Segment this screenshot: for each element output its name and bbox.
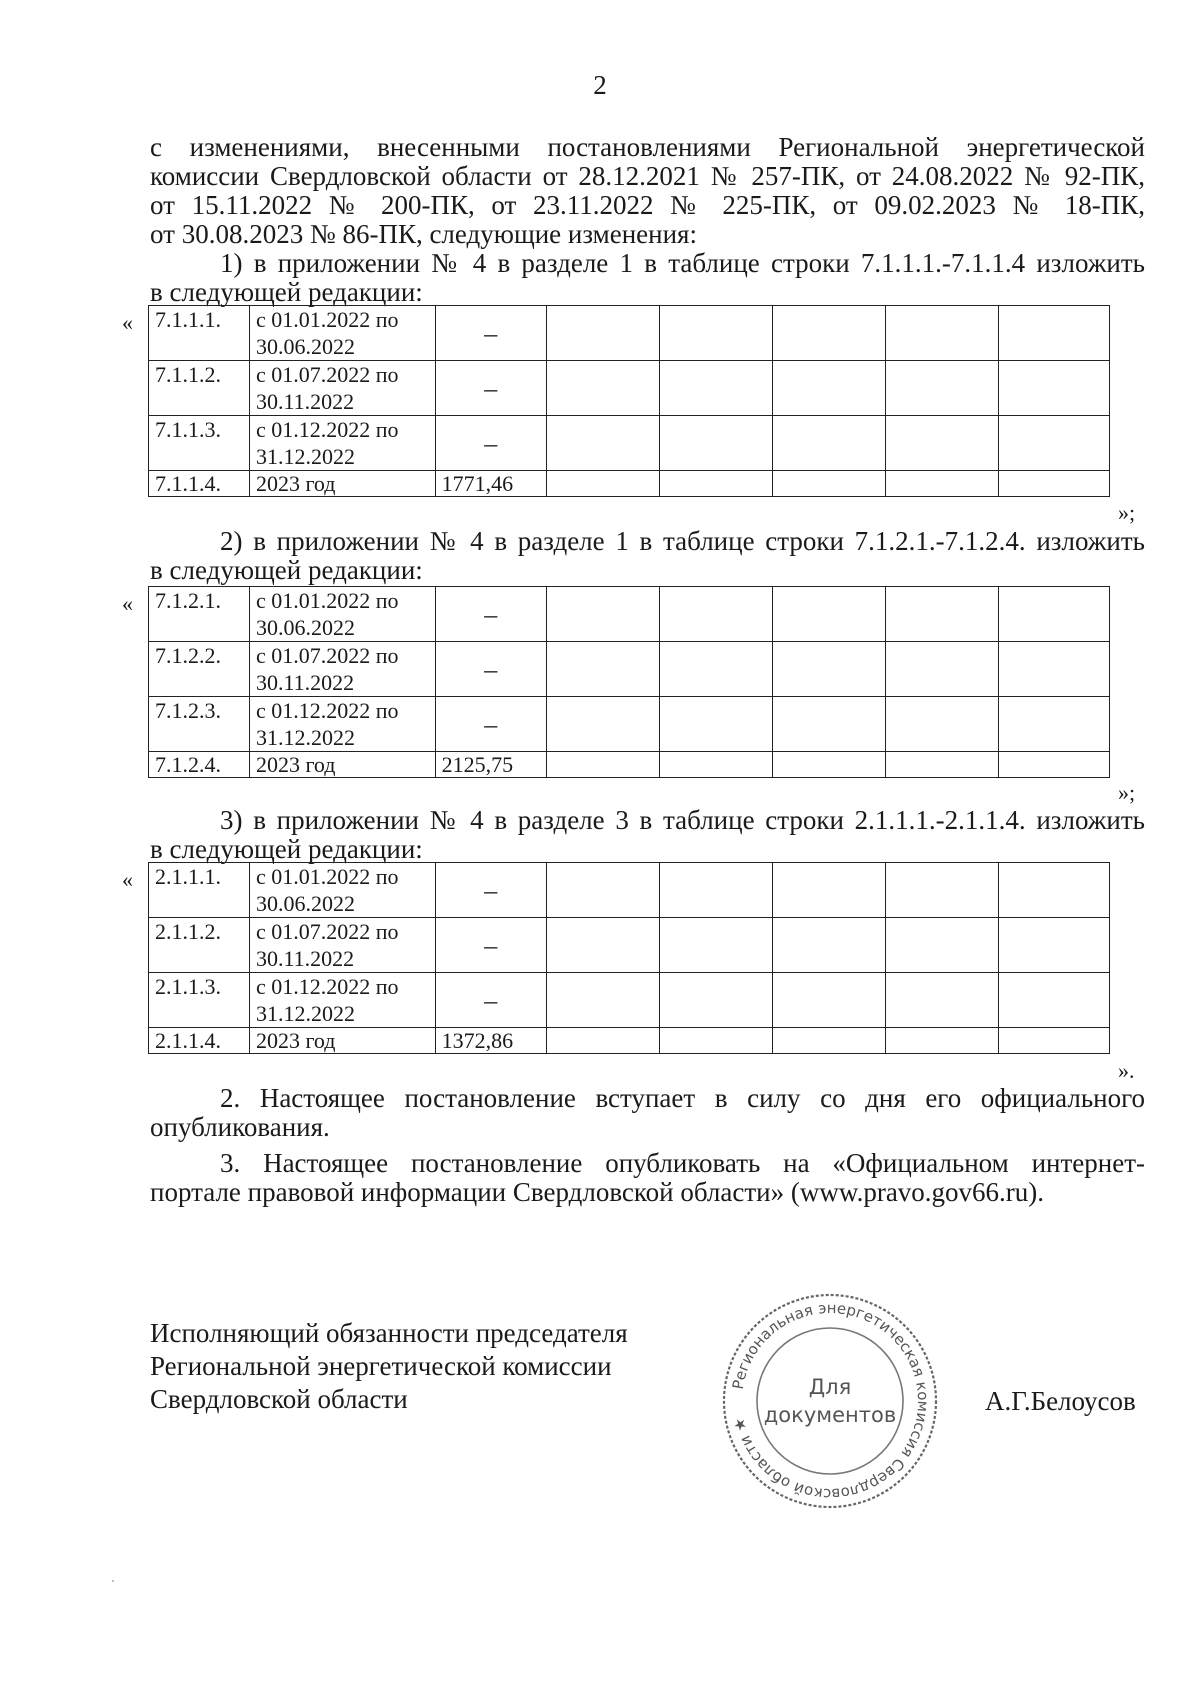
row-value: – bbox=[435, 587, 546, 642]
row-value: – bbox=[435, 306, 546, 361]
item-2-subheading: в следующей редакции: bbox=[150, 555, 423, 585]
clause-2-line: 2. Настоящее постановление вступает в силу со дня его официального bbox=[220, 1083, 1145, 1113]
official-stamp bbox=[715, 1286, 945, 1516]
amendment-table-3 bbox=[148, 862, 1110, 1054]
scan-artifact bbox=[112, 1580, 114, 1582]
row-code: 2.1.1.2. bbox=[149, 918, 250, 973]
row-value: 1771,46 bbox=[435, 471, 546, 497]
item-1-heading: 1) в приложении № 4 в разделе 1 в таблице строки 7.1.1.1.-7.1.1.4 изложить bbox=[220, 248, 1145, 278]
row-value: – bbox=[435, 642, 546, 697]
stamp-ring-text: Региональная энергетическая комиссия Свердловской области ★ bbox=[728, 1298, 933, 1504]
intro-line: комиссии Свердловской области от 28.12.2021 № 257-ПК, от 24.08.2022 № 92-ПК, bbox=[150, 161, 1145, 191]
item-1-subheading: в следующей редакции: bbox=[150, 277, 423, 307]
row-code: 7.1.2.4. bbox=[149, 752, 250, 778]
intro-line: от 30.08.2023 № 86-ПК, следующие изменения: bbox=[150, 219, 697, 249]
row-value: – bbox=[435, 697, 546, 752]
row-period: 2023 год bbox=[249, 752, 435, 778]
signer-name: А.Г.Белоусов bbox=[985, 1386, 1136, 1416]
table-row bbox=[149, 1028, 1110, 1054]
row-period: 2023 год bbox=[249, 1028, 435, 1054]
item-3-subheading: в следующей редакции: bbox=[150, 834, 423, 864]
close-quote: ». bbox=[1118, 1058, 1135, 1083]
table-row bbox=[149, 642, 1110, 697]
row-code: 2.1.1.4. bbox=[149, 1028, 250, 1054]
table-row bbox=[149, 863, 1110, 918]
close-quote: »; bbox=[1118, 780, 1136, 805]
intro-line: с изменениями, внесенными постановлениями Региональной энергетической bbox=[150, 132, 1145, 162]
row-code: 7.1.1.1. bbox=[149, 306, 250, 361]
table-row bbox=[149, 973, 1110, 1028]
row-value: – bbox=[435, 361, 546, 416]
row-period: с 01.01.2022 по 30.06.2022 bbox=[249, 587, 435, 642]
table-row bbox=[149, 918, 1110, 973]
row-code: 7.1.2.3. bbox=[149, 697, 250, 752]
stamp-center-text: документов bbox=[763, 1403, 897, 1427]
row-value: – bbox=[435, 973, 546, 1028]
row-value: – bbox=[435, 918, 546, 973]
row-code: 7.1.1.4. bbox=[149, 471, 250, 497]
amendment-table-1 bbox=[148, 305, 1110, 497]
signatory-title-line: Региональной энергетической комиссии bbox=[150, 1351, 612, 1381]
table-row bbox=[149, 471, 1110, 497]
open-quote: « bbox=[122, 310, 133, 335]
row-period: с 01.01.2022 по 30.06.2022 bbox=[249, 306, 435, 361]
table-row bbox=[149, 416, 1110, 471]
row-value: – bbox=[435, 863, 546, 918]
row-code: 7.1.1.2. bbox=[149, 361, 250, 416]
table-row bbox=[149, 697, 1110, 752]
table-row bbox=[149, 587, 1110, 642]
row-period: с 01.01.2022 по 30.06.2022 bbox=[249, 863, 435, 918]
amendment-table-2 bbox=[148, 586, 1110, 778]
stamp-center-text: Для bbox=[808, 1375, 852, 1399]
intro-line: от 15.11.2022 № 200-ПК, от 23.11.2022 № 225-ПК, от 09.02.2023 № 18-ПК, bbox=[150, 190, 1145, 220]
signatory-title-line: Свердловской области bbox=[150, 1384, 408, 1414]
row-value: 1372,86 bbox=[435, 1028, 546, 1054]
row-code: 2.1.1.1. bbox=[149, 863, 250, 918]
row-period: с 01.07.2022 по 30.11.2022 bbox=[249, 918, 435, 973]
item-2-heading: 2) в приложении № 4 в разделе 1 в таблице строки 7.1.2.1.-7.1.2.4. изложить bbox=[220, 526, 1145, 556]
row-period: с 01.12.2022 по 31.12.2022 bbox=[249, 416, 435, 471]
intro-paragraph bbox=[150, 133, 1145, 249]
page-number: 2 bbox=[593, 70, 607, 100]
close-quote: »; bbox=[1118, 500, 1136, 525]
table-row bbox=[149, 306, 1110, 361]
open-quote: « bbox=[122, 591, 133, 616]
signatory-title-line: Исполняющий обязанности председателя bbox=[150, 1318, 628, 1348]
row-code: 2.1.1.3. bbox=[149, 973, 250, 1028]
row-value: – bbox=[435, 416, 546, 471]
clause-3-line: портале правовой информации Свердловской области» (www.pravo.gov66.ru). bbox=[150, 1177, 1045, 1207]
signatory-title bbox=[150, 1317, 628, 1416]
row-code: 7.1.2.2. bbox=[149, 642, 250, 697]
row-period: с 01.12.2022 по 31.12.2022 bbox=[249, 973, 435, 1028]
row-code: 7.1.2.1. bbox=[149, 587, 250, 642]
svg-text:Региональная энергетическая ко bbox=[729, 1299, 932, 1503]
table-row bbox=[149, 752, 1110, 778]
table-row bbox=[149, 361, 1110, 416]
clause-2-line: опубликования. bbox=[150, 1112, 330, 1142]
clause-3-line: 3. Настоящее постановление опубликовать на «Официальном интернет- bbox=[220, 1148, 1145, 1178]
row-code: 7.1.1.3. bbox=[149, 416, 250, 471]
row-period: 2023 год bbox=[249, 471, 435, 497]
row-period: с 01.12.2022 по 31.12.2022 bbox=[249, 697, 435, 752]
row-value: 2125,75 bbox=[435, 752, 546, 778]
row-period: с 01.07.2022 по 30.11.2022 bbox=[249, 642, 435, 697]
row-period: с 01.07.2022 по 30.11.2022 bbox=[249, 361, 435, 416]
open-quote: « bbox=[122, 867, 133, 892]
item-3-heading: 3) в приложении № 4 в разделе 3 в таблице строки 2.1.1.1.-2.1.1.4. изложить bbox=[220, 805, 1145, 835]
